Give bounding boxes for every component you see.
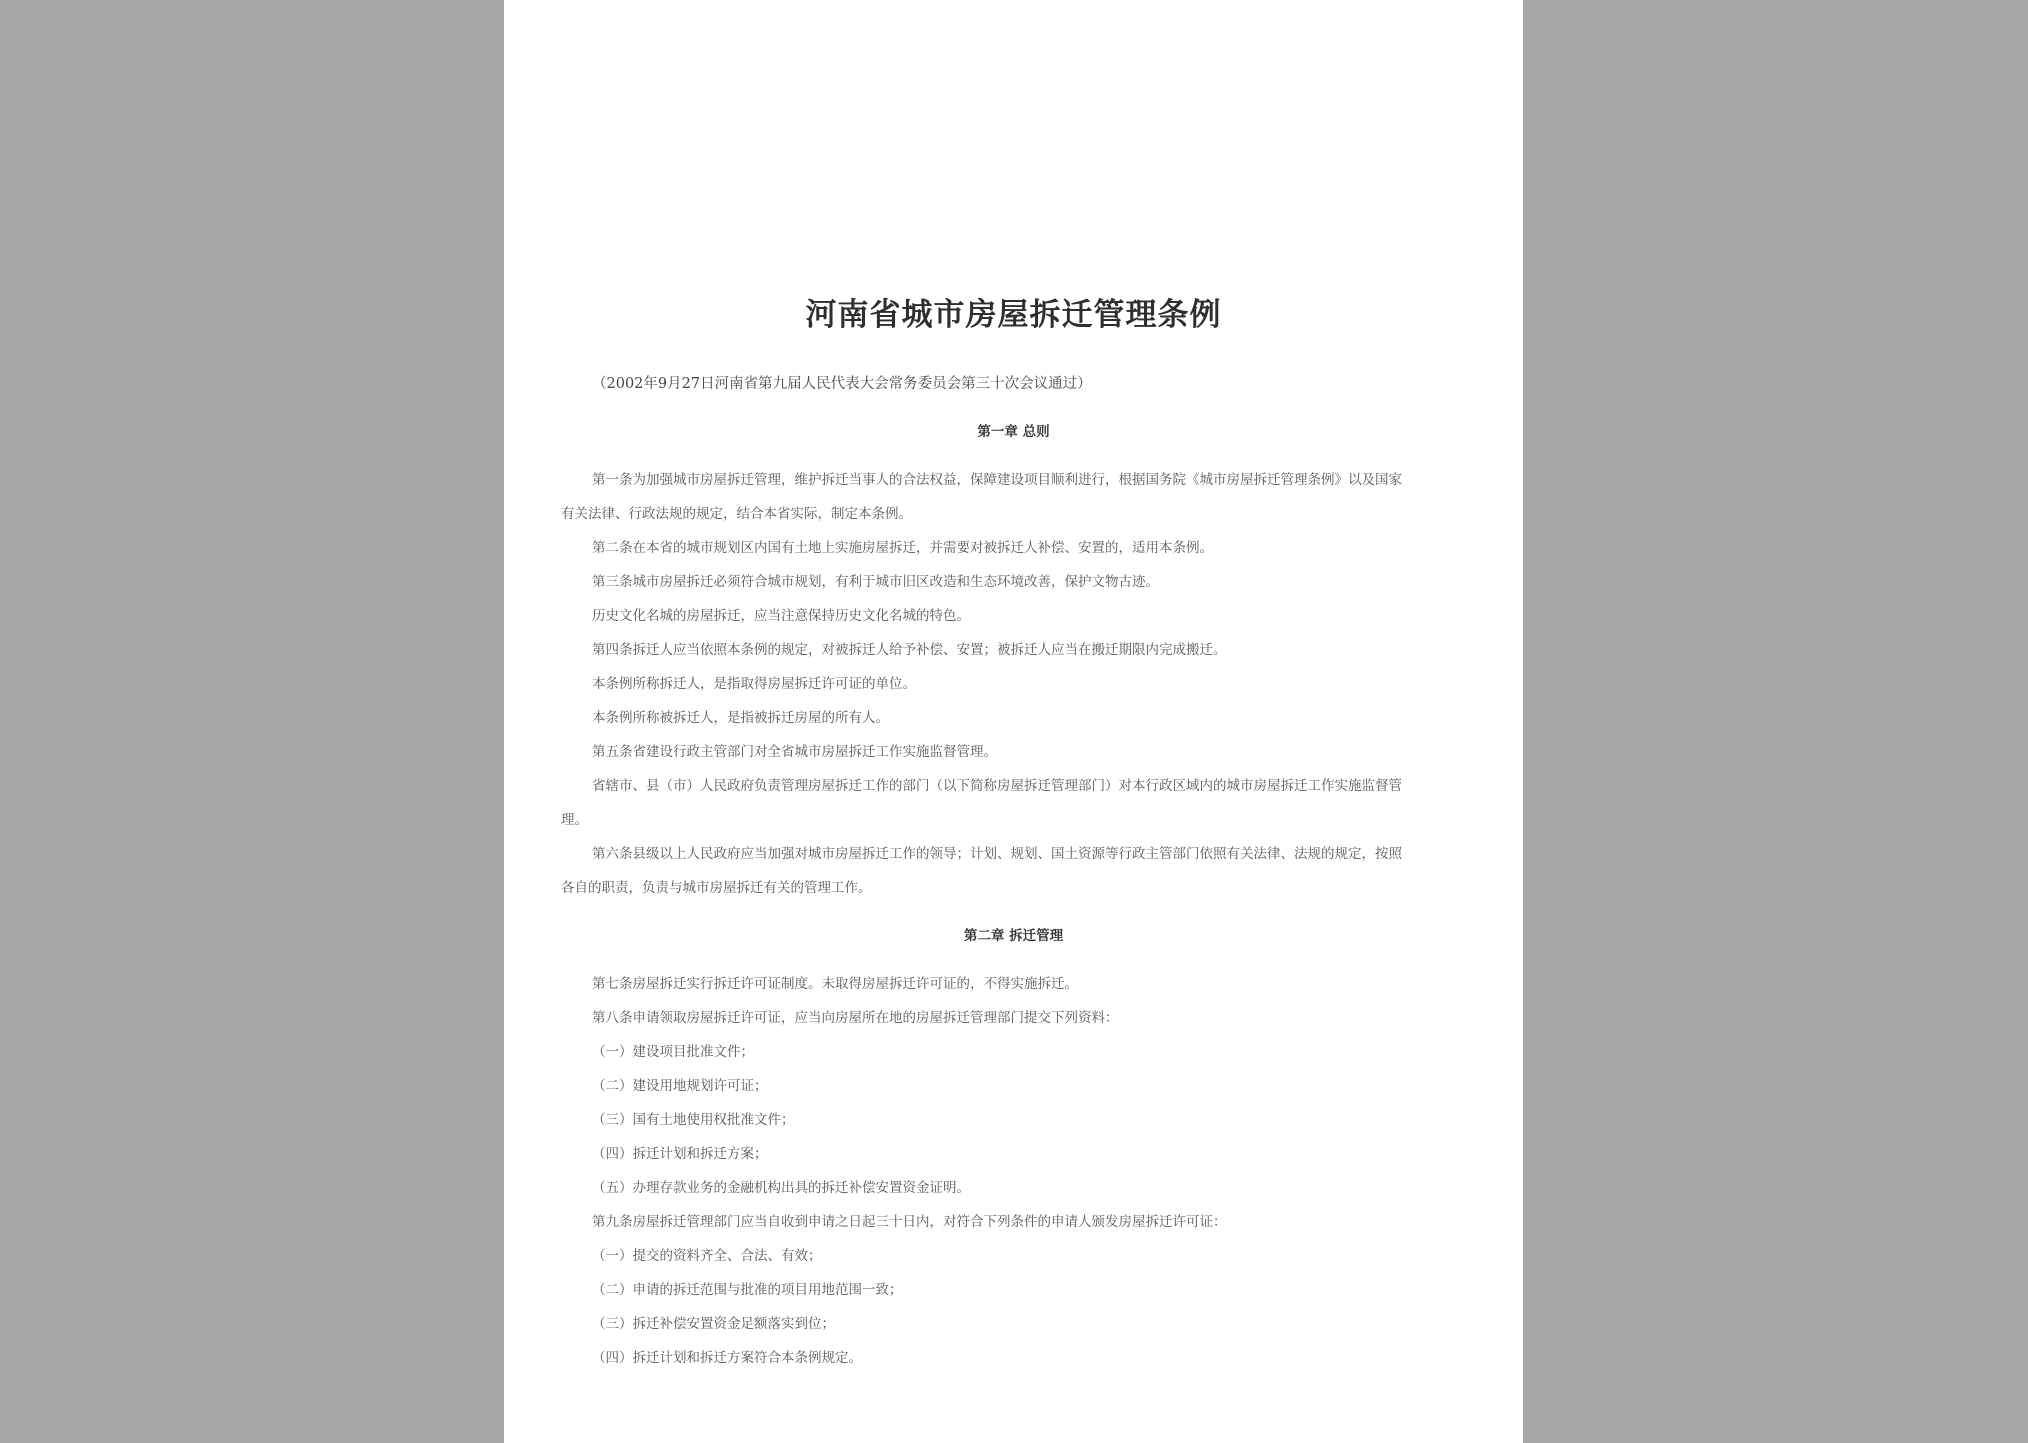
list-item: （一）建设项目批准文件； <box>592 1044 754 1060</box>
list-item: （一）提交的资料齐全、合法、有效； <box>592 1248 822 1264</box>
chapter-heading-1: 第一章 总则 <box>977 424 1050 440</box>
paragraph-line: 第六条县级以上人民政府应当加强对城市房屋拆迁工作的领导；计划、规划、国土资源等行政主管部门依照有关法律、法规的规定，按照 <box>592 846 1402 862</box>
paragraph-line: 本条例所称拆迁人，是指取得房屋拆迁许可证的单位。 <box>592 676 916 692</box>
paragraph-line: 第八条申请领取房屋拆迁许可证，应当向房屋所在地的房屋拆迁管理部门提交下列资料： <box>592 1010 1119 1026</box>
list-item: （三）拆迁补偿安置资金足额落实到位； <box>592 1316 835 1332</box>
paragraph-line: 本条例所称被拆迁人，是指被拆迁房屋的所有人。 <box>592 710 889 726</box>
paragraph-line: 各自的职责，负责与城市房屋拆迁有关的管理工作。 <box>561 880 872 896</box>
paragraph-line: 省辖市、县（市）人民政府负责管理房屋拆迁工作的部门（以下简称房屋拆迁管理部门）对本行政区域内的城市房屋拆迁工作实施监督管 <box>592 778 1402 794</box>
list-item: （四）拆迁计划和拆迁方案； <box>592 1146 768 1162</box>
document-page <box>504 0 1523 1443</box>
adoption-note: （2002年9月27日河南省第九届人民代表大会常务委员会第三十次会议通过） <box>592 376 1092 392</box>
paragraph-line: 第四条拆迁人应当依照本条例的规定，对被拆迁人给予补偿、安置；被拆迁人应当在搬迁期限内完成搬迁。 <box>592 642 1227 658</box>
list-item: （四）拆迁计划和拆迁方案符合本条例规定。 <box>592 1350 862 1366</box>
paragraph-line: 理。 <box>561 812 588 828</box>
list-item: （二）建设用地规划许可证； <box>592 1078 768 1094</box>
paragraph-line: 第五条省建设行政主管部门对全省城市房屋拆迁工作实施监督管理。 <box>592 744 997 760</box>
paragraph-line: 第九条房屋拆迁管理部门应当自收到申请之日起三十日内，对符合下列条件的申请人颁发房屋拆迁许可证： <box>592 1214 1227 1230</box>
list-item: （五）办理存款业务的金融机构出具的拆迁补偿安置资金证明。 <box>592 1180 970 1196</box>
paragraph-line: 有关法律、行政法规的规定，结合本省实际，制定本条例。 <box>561 506 912 522</box>
paragraph-line: 历史文化名城的房屋拆迁，应当注意保持历史文化名城的特色。 <box>592 608 970 624</box>
document-title: 河南省城市房屋拆迁管理条例 <box>805 297 1222 333</box>
paragraph-line: 第一条为加强城市房屋拆迁管理，维护拆迁当事人的合法权益，保障建设项目顺利进行，根据国务院《城市房屋拆迁管理条例》以及国家 <box>592 472 1402 488</box>
chapter-heading-2: 第二章 拆迁管理 <box>963 928 1064 944</box>
paragraph-line: 第七条房屋拆迁实行拆迁许可证制度。未取得房屋拆迁许可证的，不得实施拆迁。 <box>592 976 1078 992</box>
list-item: （三）国有土地使用权批准文件； <box>592 1112 795 1128</box>
paragraph-line: 第二条在本省的城市规划区内国有土地上实施房屋拆迁，并需要对被拆迁人补偿、安置的，适用本条例。 <box>592 540 1213 556</box>
list-item: （二）申请的拆迁范围与批准的项目用地范围一致； <box>592 1282 903 1298</box>
paragraph-line: 第三条城市房屋拆迁必须符合城市规划，有利于城市旧区改造和生态环境改善，保护文物古迹。 <box>592 574 1159 590</box>
